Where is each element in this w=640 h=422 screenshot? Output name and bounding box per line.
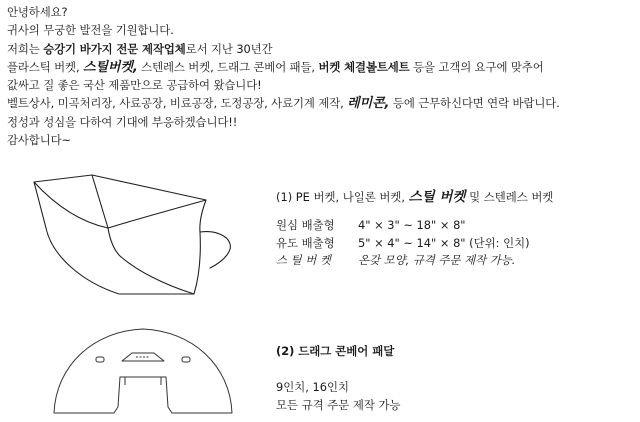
pedal-sizes: 9인치, 16인치 — [276, 380, 349, 394]
pedal-illustration — [50, 323, 236, 419]
products-line — [7, 58, 637, 76]
bucket-illustration — [24, 170, 254, 300]
spec-value: 5" × 4" ~ 14" × 8" (단위: 인치) — [358, 235, 530, 250]
pedal-custom-order: 모든 규격 주문 제작 가능 — [276, 397, 401, 412]
spec-label: 유도 배출형 — [276, 235, 335, 250]
supply-line: 값싸고 질 좋은 국산 제품만으로 공급하여 왔습니다! — [7, 78, 262, 93]
spec-value: 4" × 3" ~ 18" × 8" — [358, 218, 466, 232]
spec-row-steel — [276, 252, 553, 270]
company-line — [7, 40, 637, 58]
spec-label: 스 틸 버 켓 — [276, 253, 331, 267]
spec-value: 온갖 모양, 규격 주문 제작 가능. — [358, 253, 516, 267]
bucket-section — [276, 187, 553, 270]
company-text-a: 저희는 — [7, 41, 44, 56]
bucket-title-c: 및 스텐레스 버켓 — [465, 190, 554, 204]
products-text-a: 플라스틱 버켓, — [7, 59, 83, 74]
products-text-e: 등을 고객의 요구에 맞추어 — [409, 59, 544, 74]
greeting-line: 안녕하세요? — [7, 5, 68, 19]
pedal-section — [276, 341, 401, 414]
remicon-highlight: 레미콘, — [347, 96, 390, 112]
bucket-section-title — [276, 187, 553, 207]
intro-letter — [7, 3, 637, 149]
spec-row-centrifugal — [276, 217, 553, 235]
bucket-title-a: (1) PE 버켓, 나일론 버켓, — [276, 190, 409, 204]
customers-line — [7, 94, 637, 112]
steel-bucket-highlight: 스틸버켓, — [82, 59, 138, 75]
products-text-c: 스텐레스 버켓, 드래그 콘베어 패들, — [137, 59, 319, 74]
customers-text-c: 등에 근무하신다면 연락 바랍니다. — [389, 96, 560, 111]
spec-row-guided — [276, 235, 553, 253]
promise-line: 정성과 성심을 다하여 기대에 부응하겠습니다!! — [7, 114, 238, 129]
company-text-c: 로서 지난 30년간 — [185, 41, 273, 56]
bolt-set-highlight: 버켓 체결볼트세트 — [318, 59, 410, 74]
spec-label: 원심 배출형 — [276, 218, 335, 232]
pedal-section-title: (2) 드래그 콘베어 패달 — [276, 344, 395, 358]
wish-line: 귀사의 무궁한 발전을 기원합니다. — [7, 23, 174, 38]
thanks-line: 감사합니다~ — [7, 133, 71, 148]
customers-text-a: 벨트상사, 미곡처리장, 사료공장, 비료공장, 도정공장, 사료기계 제작, — [7, 96, 348, 111]
steel-bucket-title: 스틸 버켓 — [408, 189, 466, 205]
company-specialty: 승강기 바가지 전문 제작업체 — [43, 41, 186, 56]
